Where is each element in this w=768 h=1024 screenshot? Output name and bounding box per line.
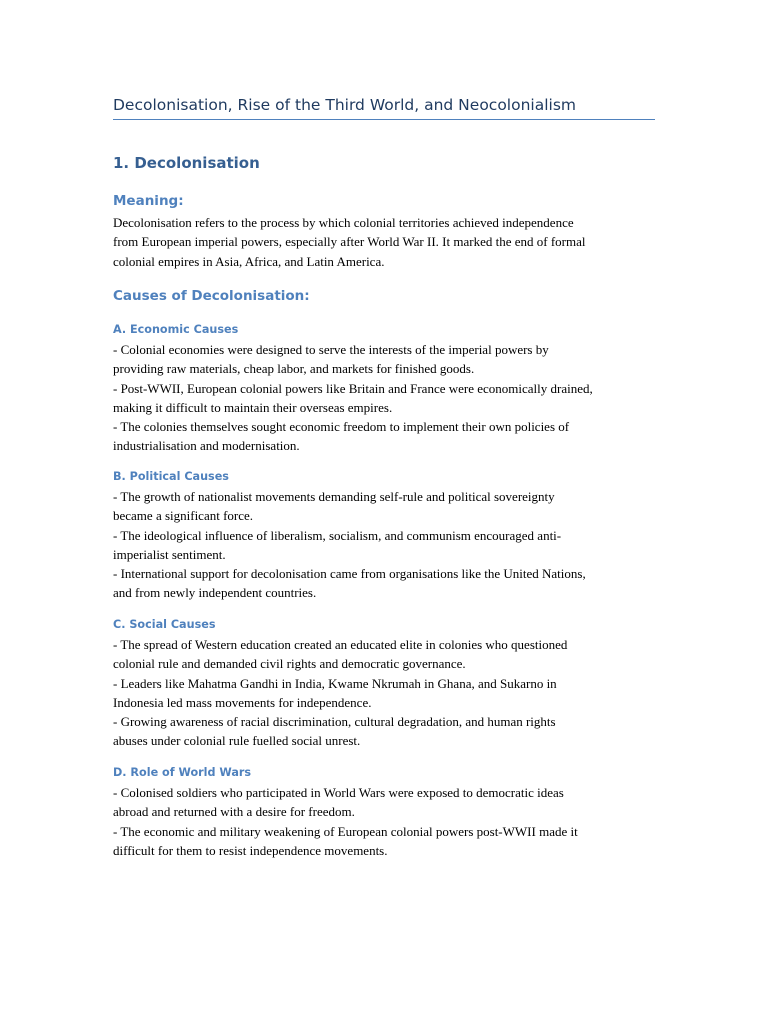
paragraph-line: became a significant force. [113, 508, 254, 524]
meaning-heading: Meaning: [113, 193, 184, 209]
economic-causes-heading: A. Economic Causes [113, 323, 239, 336]
causes-heading: Causes of Decolonisation: [113, 288, 310, 304]
political-causes-paragraph [113, 487, 655, 603]
paragraph-line: Indonesia led mass movements for independence. [113, 694, 372, 710]
world-wars-heading: D. Role of World Wars [113, 766, 252, 779]
paragraph-line: - Colonial economies were designed to serve the interests of the imperial powers by [113, 342, 549, 357]
section-heading-decolonisation: 1. Decolonisation [113, 154, 260, 172]
paragraph-line: - Post-WWII, European colonial powers like Britain and France were economically drained, [113, 380, 593, 396]
paragraph-line: Decolonisation refers to the process by which colonial territories achieved independence [113, 215, 574, 230]
paragraph-line: abroad and returned with a desire for freedom. [113, 804, 355, 820]
social-causes-paragraph [113, 635, 655, 751]
paragraph-line: - The ideological influence of liberalism, socialism, and communism encouraged anti- [113, 527, 562, 543]
paragraph-line: difficult for them to resist independence movements. [113, 842, 388, 858]
paragraph-line: - Growing awareness of racial discrimination, cultural degradation, and human rights [113, 714, 556, 730]
world-wars-paragraph [113, 783, 655, 860]
title-underline [113, 119, 655, 120]
paragraph-line: from European imperial powers, especially after World War II. It marked the end of formal [113, 234, 586, 250]
paragraph-line: - The growth of nationalist movements demanding self-rule and political sovereignty [113, 489, 555, 504]
paragraph-line: - Colonised soldiers who participated in World Wars were exposed to democratic ideas [113, 785, 564, 800]
paragraph-line: abuses under colonial rule fuelled social unrest. [113, 733, 361, 749]
paragraph-line: industrialisation and modernisation. [113, 438, 300, 454]
paragraph-line: imperialist sentiment. [113, 546, 226, 562]
paragraph-line: providing raw materials, cheap labor, and markets for finished goods. [113, 361, 475, 377]
paragraph-line: and from newly independent countries. [113, 585, 317, 601]
paragraph-line: - The spread of Western education created an educated elite in colonies who questioned [113, 637, 568, 652]
political-causes-heading: B. Political Causes [113, 470, 229, 483]
paragraph-line: - The economic and military weakening of European colonial powers post-WWII made it [113, 823, 578, 839]
document-title: Decolonisation, Rise of the Third World, and Neocolonialism [113, 96, 577, 114]
paragraph-line: making it difficult to maintain their overseas empires. [113, 399, 393, 415]
paragraph-line: colonial rule and demanded civil rights and democratic governance. [113, 656, 466, 672]
economic-causes-paragraph [113, 340, 655, 456]
paragraph-line: - Leaders like Mahatma Gandhi in India, Kwame Nkrumah in Ghana, and Sukarno in [113, 675, 557, 691]
paragraph-line: colonial empires in Asia, Africa, and Latin America. [113, 253, 385, 269]
meaning-paragraph [113, 213, 655, 271]
social-causes-heading: C. Social Causes [113, 618, 216, 631]
paragraph-line: - The colonies themselves sought economic freedom to implement their own policies of [113, 419, 570, 435]
paragraph-line: - International support for decolonisation came from organisations like the United Nations, [113, 566, 586, 582]
